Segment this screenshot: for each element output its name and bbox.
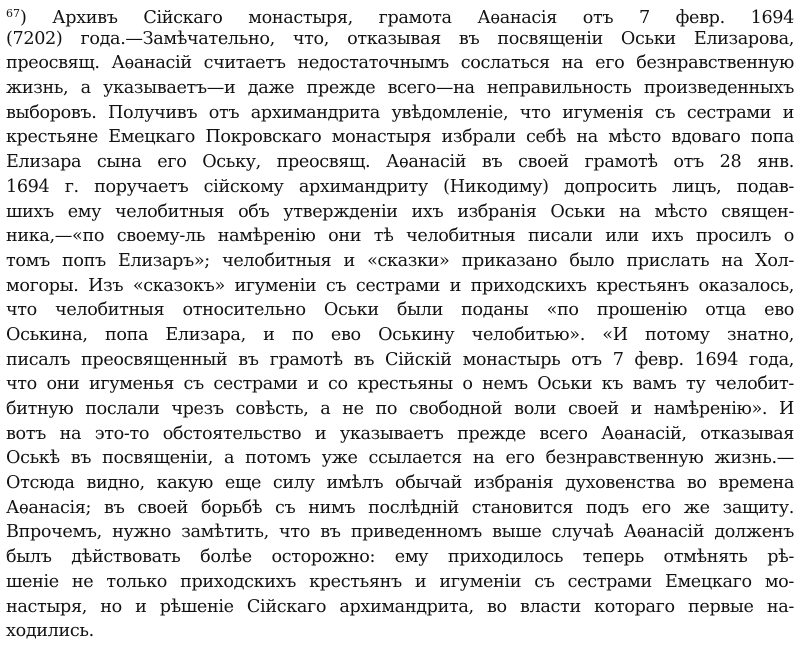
footnote-line: крестьяне Емецкаго Покровскаго монастыря избрали себѣ на мѣсто вдоваго попа [6, 127, 794, 148]
footnote-line: могоры. Изъ «сказокъ» игуменіи съ сестрами и приходскихъ крестьянъ оказалось, [6, 275, 794, 296]
footnote-line: шихъ ему челобитныя объ утвержденіи ихъ избранія Оськи на мѣсто священ- [6, 201, 794, 222]
footnote-line: (7202) года.—Замѣчательно, что, отказывая въ посвященіи Оськи Елизарова, [6, 28, 794, 49]
footnote-line: что они игуменья съ сестрами и со крестьяны о немъ Оськи къ вамъ ту челобит- [6, 374, 794, 395]
footnote-line: Аѳанасія; въ своей борьбѣ съ нимъ послѣдній становится подъ его же защиту. [6, 497, 794, 518]
footnote-line: жизнь, а указываетъ—и даже прежде всего—на неправильность произведенныхъ [6, 78, 794, 99]
footnote-line: ходились. [6, 621, 94, 642]
footnote-line: Оськина, попа Елизара, и по ево Оськину челобитью». «И потому знатно, [6, 324, 794, 345]
footnote-line: Оськѣ въ посвященіи, а потомъ уже ссылается на его безнравственную жизнь.— [6, 448, 794, 469]
footnote-line: вотъ на это-то обстоятельство и указываетъ прежде всего Аѳанасій, отказывая [6, 423, 794, 444]
footnote-line: битную послали чрезъ совѣсть, а не по свободной воли своей и намѣренію». И [6, 399, 794, 419]
footnote-line: выборовъ. Получивъ отъ архимандрита увѣдомленіе, что игуменія съ сестрами и [6, 102, 794, 123]
footnote-text: ) Архивъ Сійскаго монастыря, грамота Аѳанасія отъ 7 февр. 1694 [20, 8, 794, 28]
footnote-line: писалъ преосвященный въ грамотѣ въ Сійскій монастырь отъ 7 февр. 1694 года, [6, 349, 794, 370]
footnote-line: преосвящ. Аѳанасій считаетъ недостаточнымъ сослаться на его безнравственную [6, 53, 794, 74]
footnote-line: шеніе не только приходскихъ крестьянъ и игуменіи съ сестрами Емецкаго мо- [6, 571, 794, 592]
footnote-line: томъ попъ Елизаръ»; челобитныя и «сказки» приказано было прислать на Хол- [6, 250, 794, 271]
footnote-line: Впрочемъ, нужно замѣтить, что въ приведенномъ выше случаѣ Аѳанасій долженъ [6, 522, 794, 543]
footnote-line: что челобитныя относительно Оськи были поданы «по прошенію отца ево [6, 300, 794, 321]
footnote-number: 67 [6, 7, 20, 20]
footnote-line: 1694 г. поручаетъ сійскому архимандриту (Никодиму) допросить лицъ, подав- [6, 176, 794, 197]
footnote-line: Отсюда видно, какую еще силу имѣлъ обычай избранія духовенства во времена [6, 473, 794, 494]
footnote-line: былъ дѣйствовать болѣе осторожно: ему приходилось теперь отмѣнять рѣ- [6, 547, 794, 568]
footnote-line: ника,—«по своему-ль намѣренію они тѣ челобитныя писали или ихъ просилъ о [6, 226, 794, 247]
footnote-line [6, 2, 794, 27]
footnote-line: Елизара сына его Оську, преосвящ. Аѳанасій въ своей грамотѣ отъ 28 янв. [6, 152, 794, 173]
footnote-line: настыря, но и рѣшеніе Сійскаго архимандрита, во власти котораго первые на- [6, 596, 794, 617]
